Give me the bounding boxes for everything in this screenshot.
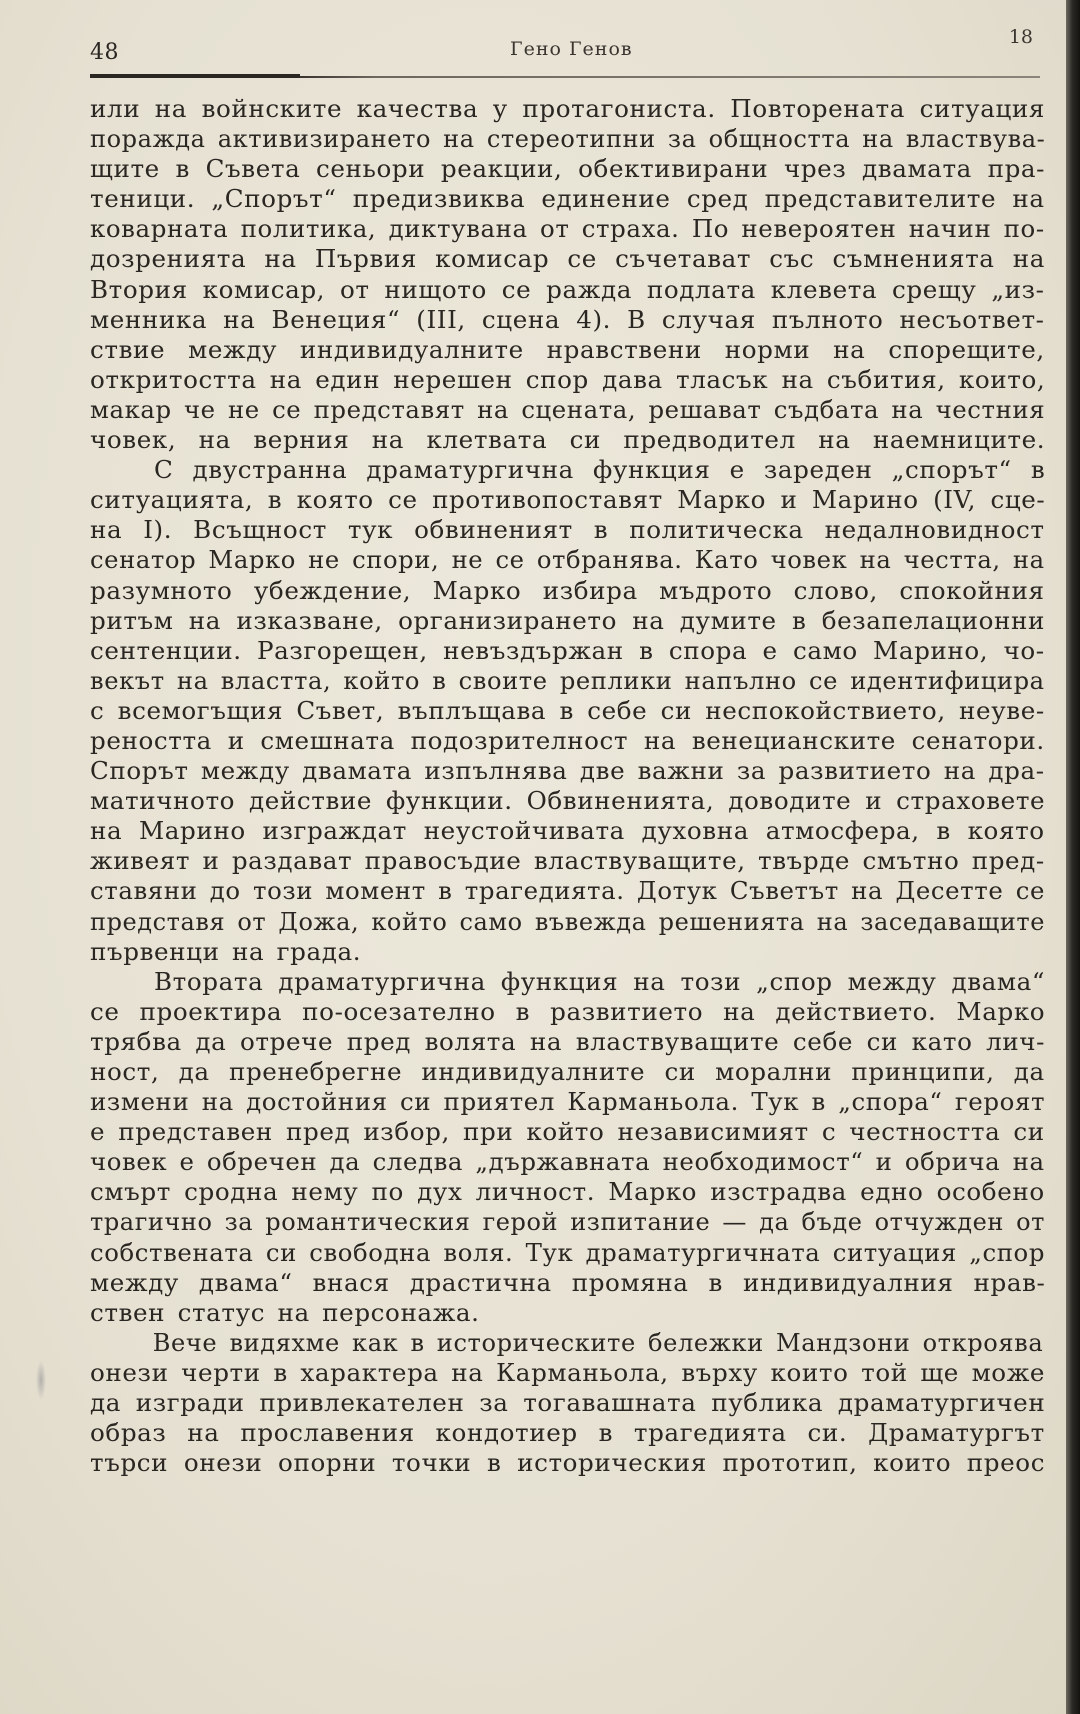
- text-line: или на войнските качества у протагониста. Повторената ситуация: [90, 94, 1046, 123]
- text-line: търси онези опорни точки в историческия прототип, които преос: [90, 1448, 1046, 1478]
- text-line: макар че не се представят на сцената, решават съдбата на честния: [90, 394, 1046, 424]
- text-line: теници. „Спорът“ предизвиква единение сред представителите на: [90, 184, 1045, 214]
- text-line: ритъм на изказване, организирането на думите в безапелационни: [90, 605, 1045, 635]
- text-line: откритостта на един нерешен спор дава тласък на събития, които,: [90, 364, 1046, 394]
- text-line: сентенции. Разгорещен, невъздържан в спора е само Марино, чо-: [90, 635, 1045, 665]
- text-line: на I). Всъщност тук обвиненият в политическа недалновидност: [90, 515, 1045, 545]
- text-line: векът на властта, който в своите реплики напълно се идентифицира: [90, 665, 1045, 695]
- text-line: ност, да пренебрегне индивидуалните си морални принципи, да: [90, 1057, 1045, 1086]
- text-line: коварната политика, диктувана от страха. По невероятен начин по-: [90, 214, 1045, 244]
- text-line: онези черти в характера на Карманьола, върху които той ще може: [90, 1357, 1046, 1387]
- text-line: на Марино изграждат неустойчивата духовна атмосфера, в която: [90, 816, 1045, 846]
- text-line: първенци на града.: [90, 936, 362, 966]
- ink-smudge: [36, 1360, 46, 1400]
- text-line: реността и смешната подозрителност на венецианските сенатори.: [90, 725, 1045, 755]
- text-line: образ на прославения кондотиер в трагедията си. Драматургът: [90, 1418, 1045, 1448]
- text-line: с всемогъщия Съвет, въплъщава в себе си неспокойствието, неуве-: [90, 695, 1045, 725]
- text-line: Спорът между двамата изпълнява две важни за развитието на дра-: [90, 756, 1045, 786]
- text-line: ствие между индивидуалните нравствени норми на спорещите,: [90, 334, 1045, 364]
- text-line: човек, на верния на клетвата си предводител на наемниците.: [90, 425, 1046, 455]
- text-line: разумното убеждение, Марко избира мъдрото слово, спокойния: [90, 575, 1045, 605]
- text-line: Втория комисар, от нищото се ражда подлата клевета срещу „из-: [90, 274, 1045, 304]
- page-corner: [1024, 0, 1064, 8]
- text-line: сенатор Марко не спори, не се отбранява. Като човек на честта, на: [90, 545, 1045, 575]
- text-line: ствен статус на персонажа.: [90, 1297, 480, 1327]
- text-line: измени на достойния си приятел Карманьола. Тук в „спора“ героят: [90, 1087, 1046, 1117]
- text-line: да изгради привлекателен за тогавашната публика драматургичен: [90, 1388, 1046, 1418]
- header-rule-accent: [90, 74, 300, 78]
- text-line: щите в Съвета сеньори реакции, обективирани чрез двамата пра-: [90, 154, 1046, 184]
- text-line: смърт сродна нему по дух личност. Марко изстрадва едно особено: [90, 1177, 1045, 1207]
- text-line: ставяни до този момент в трагедията. Дотук Съветът на Десетте се: [90, 876, 1045, 906]
- text-line: представя от Дожа, който само въвежда решенията на заседаващите: [90, 906, 1046, 936]
- book-spine: [1066, 0, 1080, 1714]
- text-line: менника на Венеция“ (III, сцена 4). В случая пълното несъответ-: [90, 304, 1045, 334]
- text-line: дозренията на Първия комисар се съчетават със съмненията на: [90, 244, 1045, 274]
- text-line: е представен пред избор, при който независимият с честността си: [90, 1117, 1045, 1147]
- body-text: [90, 94, 1050, 1478]
- text-line: Втората драматургична функция на този „спор между двама“: [154, 966, 1046, 996]
- secondary-page-number: 18: [1008, 26, 1033, 48]
- text-line: човек е обречен да следва „държавната необходимост“ и обрича на: [90, 1147, 1045, 1177]
- text-line: ситуацията, в която се противопоставят Марко и Марино (IV, сце-: [90, 485, 1046, 515]
- text-line: С двустранна драматургична функция е зареден „спорът“ в: [154, 455, 1046, 485]
- text-line: матичното действие функции. Обвиненията, доводите и страховете: [90, 786, 1046, 816]
- page-number: 48: [90, 40, 119, 65]
- text-line: Вече видяхме как в историческите бележки Мандзони откроява: [152, 1327, 1044, 1357]
- running-title: Гено Генов: [510, 38, 633, 60]
- text-line: трагично за романтическия герой изпитание — да бъде отчужден от: [90, 1207, 1045, 1237]
- text-line: поражда активизирането на стереотипни за общността на властвува-: [90, 124, 1046, 154]
- text-line: собствената си свободна воля. Тук драматургичната ситуация „спор: [90, 1237, 1046, 1267]
- text-line: се проектира по-осезателно в развитието на действието. Марко: [90, 996, 1046, 1026]
- text-line: трябва да отрече пред волята на властвуващите себе си като лич-: [90, 1026, 1046, 1056]
- text-line: между двама“ внася драстична промяна в индивидуалния нрав-: [90, 1267, 1046, 1297]
- text-line: живеят и раздават правосъдие властвуващите, твърде смътно пред-: [90, 846, 1045, 876]
- running-header: [90, 26, 1045, 74]
